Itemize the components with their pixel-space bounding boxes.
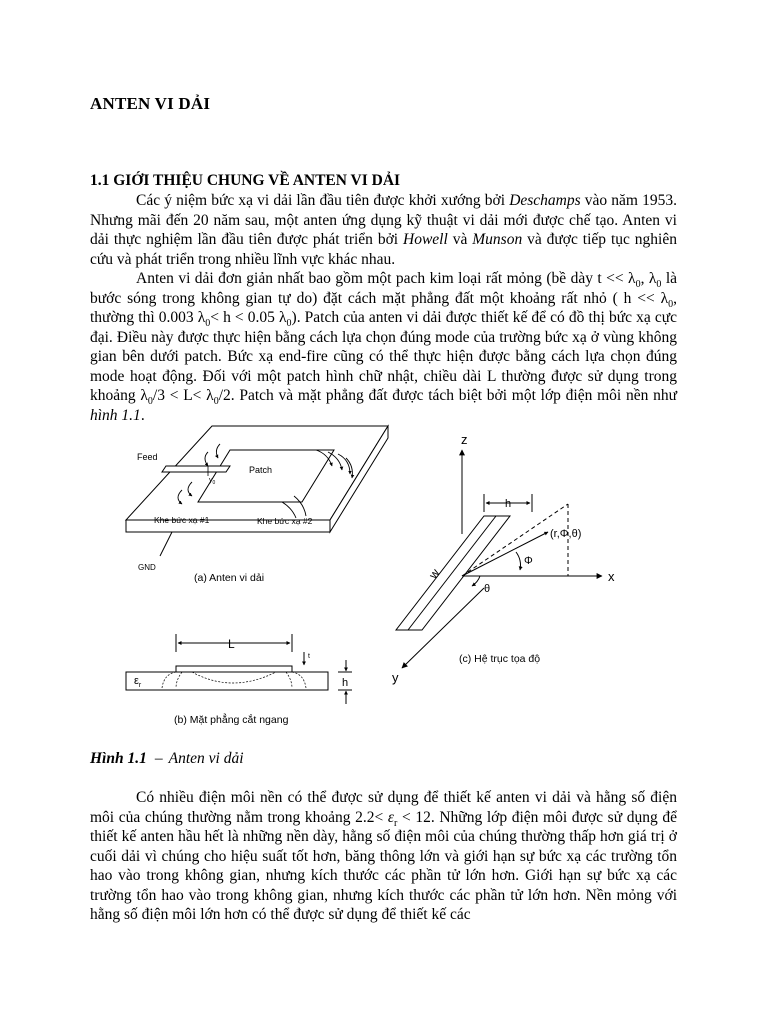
label-y0-main: y bbox=[209, 477, 213, 484]
p2-sub: 0 bbox=[286, 318, 292, 330]
p3-text-a: Có nhiều điện môi nền có thể được sử dụng để thiết kế anten vi dải và hằng số điện môi của chúng thường nằm trong khoảng 2.2< bbox=[90, 789, 677, 826]
label-h-top: h bbox=[505, 498, 512, 510]
label-theta: θ bbox=[484, 583, 491, 595]
p3-epsilon-sub: r bbox=[394, 817, 398, 829]
document-title: ANTEN VI DẢI bbox=[90, 94, 211, 113]
p1-text-d: và được tiếp tục nghiên cứu và phát triển trong nhiều lĩnh vực khác nhau. bbox=[90, 231, 677, 268]
caption-panel-a: (a) Anten vi dải bbox=[194, 572, 265, 584]
caption-label: Hình 1.1 bbox=[90, 750, 147, 767]
patch-cross-section bbox=[176, 666, 292, 672]
p2-sub: 0 bbox=[213, 396, 219, 408]
figure-drawing bbox=[112, 424, 632, 732]
label-L: L bbox=[228, 637, 235, 651]
figure-microstrip-antenna bbox=[112, 424, 632, 732]
feed-line bbox=[162, 466, 230, 472]
caption-panel-c: (c) Hệ trục tọa độ bbox=[459, 653, 541, 665]
p2-text-b: , λ bbox=[640, 270, 657, 287]
p2-sub: 0 bbox=[656, 279, 662, 291]
p1-text-a: Các ý niệm bức xạ vi dải lần đầu tiên được khởi xướng bởi bbox=[136, 192, 510, 209]
paragraph-patch-description bbox=[90, 269, 677, 425]
p2-text-g: /3 < L< λ bbox=[152, 387, 214, 404]
p2-sub: 0 bbox=[635, 279, 641, 291]
label-feed: Feed bbox=[137, 452, 158, 462]
p1-name-howell: Howell bbox=[403, 231, 448, 248]
phi-arc bbox=[516, 552, 521, 570]
caption-dash: – bbox=[154, 750, 163, 767]
caption-panel-b: (b) Mặt phẳng cắt ngang bbox=[174, 714, 289, 726]
panel-a-antenna bbox=[126, 426, 388, 556]
caption-text: Anten vi dải bbox=[168, 750, 244, 767]
p2-sub: 0 bbox=[147, 396, 153, 408]
p2-text-i: . bbox=[140, 406, 145, 424]
p2-text-a: Anten vi dải đơn giản nhất bao gồm một pach kim loại rất mỏng (bề dày t << λ bbox=[136, 270, 636, 287]
label-x: x bbox=[608, 569, 615, 584]
label-phi: Φ bbox=[524, 555, 533, 567]
panel-b-cross-section bbox=[126, 634, 352, 704]
p1-text-b: vào năm 1953. Nhưng mãi đến 20 năm sau, một anten ứng dụng kỹ thuật vi dải mới được chế tạo. Anten vi dải thực nghiệm lần đầu tiên được phát triển bởi bbox=[90, 192, 677, 248]
p2-sub: 0 bbox=[668, 298, 674, 310]
paragraph-dielectric bbox=[90, 788, 677, 925]
paragraph-intro-history bbox=[90, 191, 677, 269]
patch-strip-inner bbox=[408, 516, 496, 630]
label-y0-sub: 0 bbox=[212, 480, 216, 486]
gnd-leader bbox=[160, 532, 172, 556]
theta-arc bbox=[472, 576, 480, 586]
label-h-cross: h bbox=[342, 677, 349, 689]
label-w: w bbox=[425, 566, 443, 582]
label-epsilon-sub: r bbox=[138, 682, 142, 689]
p1-name-deschamps: Deschamps bbox=[509, 192, 581, 209]
p1-name-munson: Munson bbox=[472, 231, 523, 248]
p1-text-c: và bbox=[447, 231, 473, 248]
label-slot-1: Khe bức xạ #1 bbox=[154, 515, 210, 525]
figure-caption bbox=[90, 750, 244, 768]
patch-strip bbox=[396, 516, 510, 630]
p2-text-e: < h < 0.05 λ bbox=[210, 309, 287, 326]
label-y: y bbox=[392, 670, 399, 685]
p3-epsilon: ε bbox=[387, 808, 394, 826]
p2-sub: 0 bbox=[205, 318, 211, 330]
p2-text-c: là bước sóng trong không gian tự do) đặt cách mặt phẳng đất một khoảng rất nhỏ ( h << λ bbox=[90, 270, 678, 307]
label-epsilon-main: ε bbox=[134, 675, 139, 687]
p2-text-h: /2. Patch và mặt phẳng đất được tách biệt bởi một lớp điện môi nền như bbox=[218, 387, 677, 404]
label-patch: Patch bbox=[249, 465, 273, 475]
substrate-cross-section bbox=[126, 672, 328, 690]
section-heading: 1.1 GIỚI THIỆU CHUNG VỀ ANTEN VI DẢI bbox=[90, 172, 401, 189]
p3-text-b: < 12. Những lớp điện môi được sử dụng để thiết kế anten hầu hết là những nền dày, hằng số điện môi của chúng thường thấp hơn giá trị ở cuối dải vì chúng cho hiệu suất tốt hơn, băng thông lớn và giới hạn sự bức xạ các trường tổn hao vào trong không gian, nhưng kích thước các phần tử lớn hơn. Giới hạn sự bức xạ các trường tổn hao vào trong không gian, nhưng kích thước các phần tử lớn hơn. Nền mỏng với hằng số điện môi lớn hơn có thể được sử dụng để thiết kế các bbox=[90, 808, 677, 923]
label-t: t bbox=[308, 653, 310, 660]
p2-text-f: ). Patch của anten vi dải được thiết kế để có đồ thị bức xạ cực đại. Điều này được thực hiện bằng cách lựa chọn đúng mode của trường bức xạ ở vùng không gian bên dưới patch. Bức xạ end-fire cũng có thể thực hiện được bằng cách lựa chọn đúng mode hoạt động. Đối với một patch hình chữ nhật, chiều dài L thường được sử dụng trong khoảng λ bbox=[90, 309, 677, 404]
panel-c-coordinates bbox=[396, 450, 602, 668]
label-z: z bbox=[461, 432, 468, 447]
label-gnd: GND bbox=[138, 563, 156, 572]
p2-text-d: , thường thì 0.003 λ bbox=[90, 289, 677, 326]
label-slot-2: Khe bức xạ #2 bbox=[257, 516, 313, 526]
label-spherical-coords: (r,Φ,θ) bbox=[550, 528, 582, 540]
p2-figure-reference: hình 1.1 bbox=[90, 406, 141, 424]
